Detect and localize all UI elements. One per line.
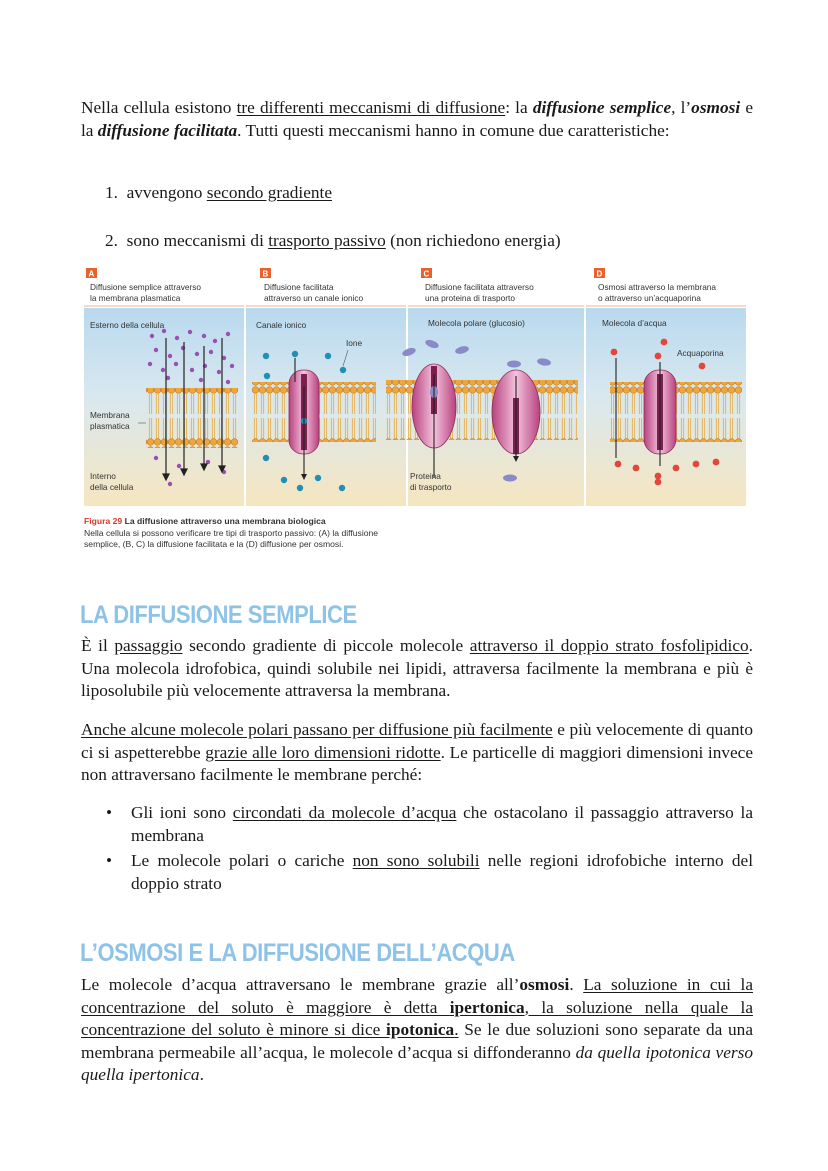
panel-a-membrane xyxy=(146,388,238,448)
section1-paragraph-2 xyxy=(81,719,753,787)
para-text: Se le due soluzioni sono separate da una membrana permeabile all’acqua, le molecole d’acqua si diffonderanno xyxy=(81,1020,753,1062)
para-text: . xyxy=(199,1065,204,1084)
para-italic: da quella ipotonica verso quella ipertonica xyxy=(81,1042,753,1084)
bullet-text: nelle regioni idrofobiche interno del doppio strato xyxy=(131,851,753,893)
intro-text: e la xyxy=(81,98,753,140)
svg-text:C: C xyxy=(423,269,430,279)
list-number: 1. xyxy=(105,183,118,202)
para-underline: La soluzione in cui la concentrazione del soluto è maggiore è detta xyxy=(81,975,754,1017)
list-text: avvengono xyxy=(126,183,207,202)
list-text: sono meccanismi di xyxy=(126,231,269,250)
term-ipotonica: ipotonica xyxy=(386,1020,455,1039)
para-underline: attraverso il doppio strato fosfolipidico xyxy=(469,636,749,655)
svg-text:la membrana plasmatica: la membrana plasmatica xyxy=(90,293,181,303)
section1-paragraph-1 xyxy=(81,635,753,703)
bullet-text: che ostacolano il passaggio attraverso la membrana xyxy=(131,803,753,845)
para-text: secondo gradiente di piccole molecole xyxy=(182,636,470,655)
label-proteina-2: di trasporto xyxy=(410,482,452,492)
label-proteina: Proteina xyxy=(410,471,441,481)
bullet-text: Gli ioni sono xyxy=(131,803,233,822)
para-text: . xyxy=(569,975,584,994)
para-underline: passaggio xyxy=(114,636,183,655)
panel-d-membrane xyxy=(610,370,742,454)
label-interno: Interno xyxy=(90,471,116,481)
para-text: Le molecole d’acqua attraversano le membrane grazie all’ xyxy=(81,975,520,994)
label-canale-ionico: Canale ionico xyxy=(256,320,307,330)
label-molecola-acqua: Molecola d’acqua xyxy=(602,318,667,328)
panel-d-header xyxy=(594,268,716,303)
svg-text:Diffusione facilitata: Diffusione facilitata xyxy=(264,282,334,292)
label-interno-2: della cellula xyxy=(90,482,134,492)
bullet-icon: • xyxy=(106,851,113,870)
list-item xyxy=(106,850,753,895)
bullet-underline: non sono solubili xyxy=(352,851,480,870)
caption-line: Nella cellula si possono verificare tre tipi di trasporto passivo: (A) la diffusione xyxy=(84,527,379,538)
term-osmosi: osmosi xyxy=(519,975,570,994)
para-underline: , la soluzione nella quale la concentrazione del soluto è minore si dice xyxy=(81,997,753,1039)
svg-text:o attraverso un’acquaporina: o attraverso un’acquaporina xyxy=(598,293,701,303)
intro-text: , l’ xyxy=(671,98,692,117)
list-item xyxy=(105,230,561,253)
svg-text:Osmosi attraverso la membrana: Osmosi attraverso la membrana xyxy=(598,282,717,292)
section-heading: LA DIFFUSIONE SEMPLICE xyxy=(80,601,357,629)
list-item xyxy=(105,182,332,205)
svg-text:Diffusione facilitata attraver: Diffusione facilitata attraverso xyxy=(425,282,534,292)
term-diffusione-facilitata: diffusione facilitata xyxy=(97,120,238,140)
intro-text: Nella cellula esistono xyxy=(81,98,237,117)
intro-paragraph xyxy=(81,97,753,142)
para-text: e più velocemente di quanto ci si aspetterebbe xyxy=(81,720,753,762)
label-esterno: Esterno della cellula xyxy=(90,320,165,330)
caption-title xyxy=(84,516,378,528)
intro-underline: tre differenti meccanismi di diffusione xyxy=(236,98,506,117)
figure-caption xyxy=(84,516,378,551)
term-diffusione-semplice: diffusione semplice xyxy=(532,98,672,117)
label-acquaporina: Acquaporina xyxy=(677,348,724,358)
bullet-icon: • xyxy=(106,803,113,822)
intro-text: : la xyxy=(505,98,533,117)
list-text: (non richiedono energia) xyxy=(385,231,561,250)
caption-heading: La diffusione attraverso una membrana biologica xyxy=(122,516,326,526)
para-text: . Le particelle di maggiori dimensioni invece non attraversano facilmente le membrane perché: xyxy=(81,742,753,784)
panel-b-membrane xyxy=(252,370,376,454)
panel-b-header xyxy=(260,268,364,303)
para-underline: . xyxy=(454,1020,459,1039)
section2-paragraph xyxy=(81,974,753,1087)
term-ipertonica: ipertonica xyxy=(449,997,525,1017)
membrane-diffusion-figure xyxy=(84,266,746,506)
bullet-underline: circondati da molecole d’acqua xyxy=(232,803,457,822)
intro-text: . Tutti questi meccanismi hanno in comune due caratteristiche: xyxy=(237,120,670,140)
list-underline: secondo gradiente xyxy=(206,183,333,202)
svg-text:attraverso un canale ionico: attraverso un canale ionico xyxy=(264,293,364,303)
panel-c-header xyxy=(421,268,534,303)
para-text: . Una molecola idrofobica, quindi solubile nei lipidi, attraversa facilmente la membrana e più è liposolubile più velocemente attraversa la membrana. xyxy=(81,636,753,700)
list-underline: trasporto passivo xyxy=(268,231,386,250)
section-heading: L’OSMOSI E LA DIFFUSIONE DELL’ACQUA xyxy=(80,939,515,967)
svg-text:B: B xyxy=(262,269,269,279)
svg-text:D: D xyxy=(596,269,603,279)
svg-text:una proteina di trasporto: una proteina di trasporto xyxy=(425,293,515,303)
panel-a-header xyxy=(86,268,201,303)
list-item xyxy=(106,802,753,847)
para-text: È il xyxy=(81,636,115,655)
para-underline: Anche alcune molecole polari passano per diffusione più facilmente xyxy=(81,720,553,739)
caption-line: semplice, (B, C) la diffusione facilitata e la (D) diffusione per osmosi. xyxy=(84,539,344,549)
para-underline: grazie alle loro dimensioni ridotte xyxy=(205,742,441,762)
list-number: 2. xyxy=(105,231,118,250)
bullet-text: Le molecole polari o cariche xyxy=(131,851,353,870)
label-membrana-2: plasmatica xyxy=(90,421,130,431)
svg-text:A: A xyxy=(88,269,95,279)
label-membrana: Membrana xyxy=(90,410,130,420)
svg-text:Diffusione semplice attraverso: Diffusione semplice attraverso xyxy=(90,282,201,292)
term-osmosi: osmosi xyxy=(691,98,741,117)
label-ione: Ione xyxy=(346,338,363,348)
caption-number: Figura 29 xyxy=(84,516,123,526)
label-molecola-polare: Molecola polare (glucosio) xyxy=(428,318,525,328)
